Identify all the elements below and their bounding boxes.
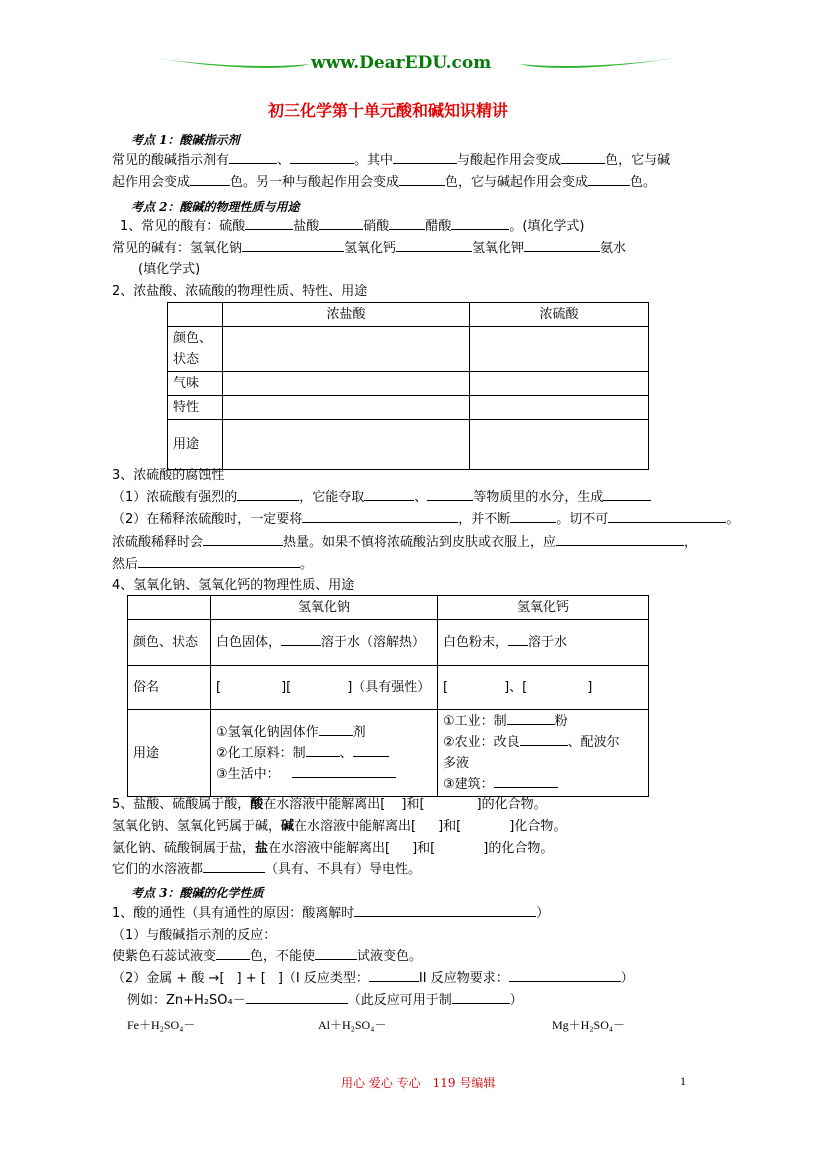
kd3-line-1: 1、酸的通性（具有通性的原因：酸离解时 ）	[112, 906, 550, 921]
page-title: 初三化学第十单元酸和碱知识精讲	[268, 101, 509, 120]
section-heading-1: 考点 1：酸碱指示剂	[131, 133, 240, 147]
equation-al: Al＋H₂SO₄－	[318, 1018, 387, 1032]
table-corner-cell	[168, 303, 223, 327]
table-header-naoh: 氢氧化钠	[211, 596, 438, 620]
s5-line-4: 它们的水溶液都 （具有、不具有）导电性。	[112, 862, 422, 877]
section-4-heading: 4、氢氧化钠、氢氧化钙的物理性质、用途	[112, 578, 355, 593]
acid-properties-table	[167, 302, 649, 470]
table-cell[interactable]	[223, 420, 470, 470]
table-cell[interactable]	[470, 396, 649, 420]
table-header-h2so4: 浓硫酸	[470, 303, 649, 327]
table-cell[interactable]	[470, 420, 649, 470]
kd1-line-2: 起作用会变成 色。另一种与酸起作用会变成 色，它与碱起作用会变成 色。	[112, 175, 657, 190]
section-3-heading: 3、浓硫酸的腐蚀性	[112, 468, 225, 483]
table-row-header: 用途	[168, 420, 223, 470]
table-cell[interactable]	[223, 372, 470, 396]
table-header-hcl: 浓盐酸	[223, 303, 470, 327]
page-number: 1	[680, 1074, 686, 1088]
equation-fe: Fe＋H₂SO₄－	[127, 1018, 196, 1032]
table-row-header: 气味	[168, 372, 223, 396]
kd1-line-1: 常见的酸碱指示剂有 、 。其中 与酸起作用会变成 色，它与碱	[112, 153, 671, 168]
kd3-line-4: （2）金属 + 酸 →[ ] + [ ]（I 反应类型： II 反应物要求： ）	[112, 971, 634, 986]
table-cell: 白色固体， 溶于水（溶解热）	[211, 620, 438, 666]
table-row-header: 用途	[128, 710, 211, 797]
s5-line-2: 氢氧化钠、氢氧化钙属于碱，碱在水溶液中能解离出[ ]和[ ]化合物。	[112, 819, 567, 834]
kd2-acids-line: 1、常见的酸有：硫酸 盐酸 硝酸 醋酸 。(填化学式)	[120, 219, 585, 234]
table-cell[interactable]	[470, 372, 649, 396]
table-cell: ①氢氧化钠固体作 剂 ②化工原料：制 、 ③生活中：	[211, 710, 438, 797]
table-row-header: 特性	[168, 396, 223, 420]
footer-text: 用心 爱心 专心 119 号编辑	[341, 1076, 496, 1090]
s3-line-1: （1）浓硫酸有强烈的 ，它能夺取 、 等物质里的水分，生成	[112, 490, 651, 506]
table-cell: [ ]、[ ]	[438, 666, 649, 710]
s3-line-2: （2）在稀释浓硫酸时，一定要将 ，并不断 。切不可 。	[112, 512, 740, 527]
table-corner-cell	[128, 596, 211, 620]
table-header-caoh2: 氢氧化钙	[438, 596, 649, 620]
section-heading-3: 考点 3：酸碱的化学性质	[131, 886, 264, 900]
site-logo-text: www.DearEDU.com	[311, 53, 492, 73]
s3-line-3: 浓硫酸稀释时会 热量。如果不慎将浓硫酸沾到皮肤或衣服上，应 ，	[112, 535, 698, 550]
table-cell[interactable]	[470, 327, 649, 372]
table-cell[interactable]	[223, 396, 470, 420]
equation-mg: Mg＋H₂SO₄－	[552, 1018, 626, 1032]
kd2-fill-note: (填化学式)	[138, 262, 201, 277]
base-properties-table	[127, 595, 649, 797]
kd3-line-5: 例如：Zn+H₂SO₄－ （此反应可用于制 ）	[127, 993, 523, 1008]
section-heading-2: 考点 2：酸碱的物理性质与用途	[131, 200, 300, 214]
kd2-section-2-heading: 2、浓盐酸、浓硫酸的物理性质、特性、用途	[112, 284, 368, 299]
table-cell: ①工业：制 粉 ②农业：改良 、配波尔 多液 ③建筑：	[438, 710, 649, 797]
kd3-line-3: 使紫色石蕊试液变 色，不能使 试液变色。	[112, 949, 423, 964]
table-cell: 白色粉末， 溶于水	[438, 620, 649, 666]
s5-line-3: 氯化钠、硫酸铜属于盐，盐在水溶液中能解离出[ ]和[ ]的化合物。	[112, 841, 554, 856]
table-row-header: 俗名	[128, 666, 211, 710]
s3-line-4: 然后 。	[112, 557, 314, 572]
table-cell: [ ][ ]（具有强性）	[211, 666, 438, 710]
table-row-header: 颜色、状态	[168, 327, 223, 372]
kd2-bases-line: 常见的碱有：氢氧化钠 氢氧化钙 氢氧化钾 氨水	[112, 241, 627, 256]
kd3-line-2: （1）与酸碱指示剂的反应：	[112, 928, 277, 943]
table-row-header: 颜色、状态	[128, 620, 211, 666]
table-cell[interactable]	[223, 327, 470, 372]
s5-line-1: 5、盐酸、硫酸属于酸，酸在水溶液中能解离出[ ]和[ ]的化合物。	[112, 797, 547, 812]
